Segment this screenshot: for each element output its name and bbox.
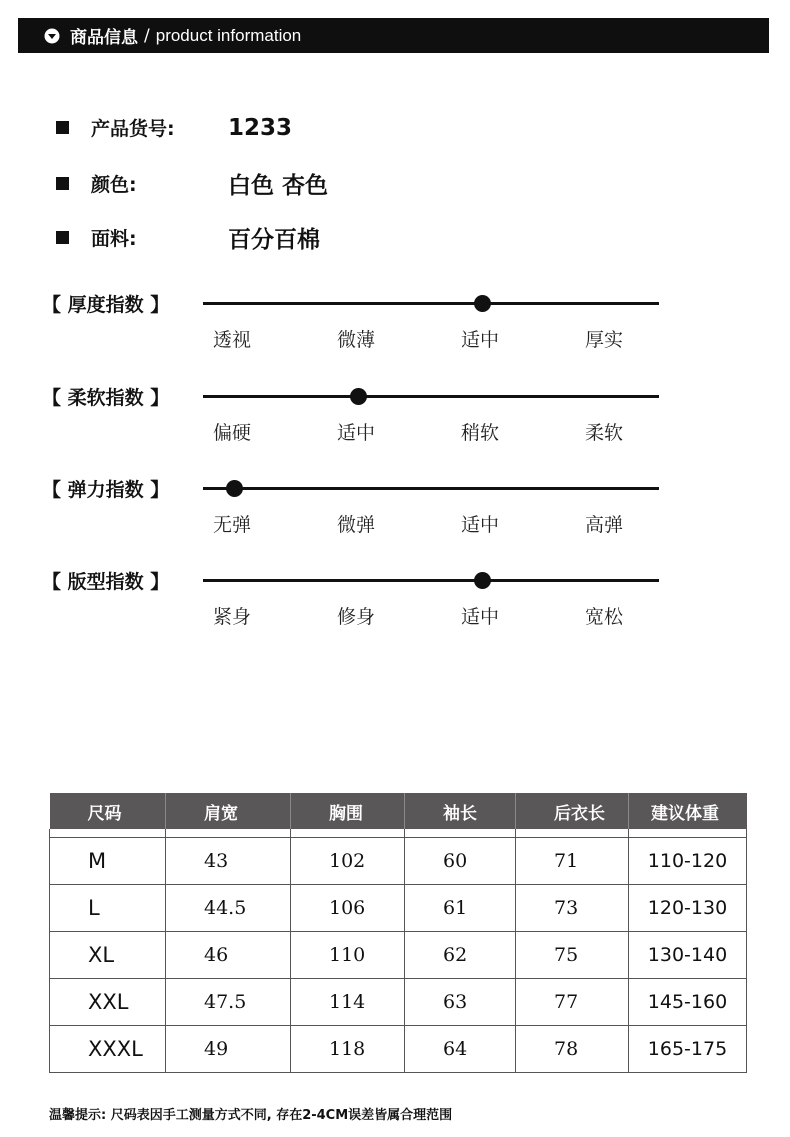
info-row-fabric — [56, 221, 320, 254]
table-cell: 49 — [166, 1026, 291, 1073]
header-title-cn: 商品信息 — [70, 28, 138, 48]
square-bullet-icon — [56, 231, 69, 244]
table-cell: 62 — [405, 932, 516, 979]
table-cell: 78 — [516, 1026, 629, 1073]
table-cell: 73 — [516, 885, 629, 932]
table-cell: 77 — [516, 979, 629, 1026]
index-scale-label: 紧身 — [213, 606, 252, 628]
index-title: 【 厚度指数 】 — [42, 294, 170, 316]
table-cell: 102 — [291, 838, 405, 885]
info-value: 百分百棉 — [228, 227, 320, 253]
index-scale-label: 微弹 — [337, 514, 376, 536]
index-scale-label: 稍软 — [461, 422, 500, 444]
table-cell: 145-160 — [629, 979, 747, 1026]
size-table — [49, 793, 747, 1073]
header-title-en: product information — [155, 25, 302, 45]
table-cell: 60 — [405, 838, 516, 885]
table-row — [50, 932, 747, 979]
index-scale-label: 适中 — [337, 422, 376, 444]
table-cell: 71 — [516, 838, 629, 885]
index-title: 【 弹力指数 】 — [42, 479, 170, 501]
info-row-item-number — [56, 114, 292, 141]
chevron-down-icon — [44, 28, 60, 44]
table-cell: 44.5 — [166, 885, 291, 932]
table-cell: 46 — [166, 932, 291, 979]
size-cell: L — [50, 885, 166, 932]
table-row — [50, 1026, 747, 1073]
table-header-cell: 胸围 — [291, 793, 405, 829]
index-scale-line — [203, 302, 659, 305]
table-header-cell: 袖长 — [405, 793, 516, 829]
table-cell: 165-175 — [629, 1026, 747, 1073]
index-marker-dot — [350, 388, 367, 405]
size-note: 温馨提示: 尺码表因手工测量方式不同, 存在2-4CM误差皆属合理范围 — [49, 1108, 453, 1123]
info-value: 1233 — [228, 114, 293, 141]
index-marker-dot — [474, 572, 491, 589]
info-label: 产品货号: — [91, 118, 175, 140]
table-cell: 47.5 — [166, 979, 291, 1026]
table-header-cell: 尺码 — [50, 793, 166, 829]
square-bullet-icon — [56, 121, 69, 134]
index-scale-line — [203, 487, 659, 490]
index-scale-label: 柔软 — [585, 422, 624, 444]
table-cell: 75 — [516, 932, 629, 979]
index-scale-label: 适中 — [461, 329, 500, 351]
info-value: 白色 杏色 — [228, 173, 329, 199]
index-title: 【 柔软指数 】 — [42, 387, 170, 409]
size-cell: XL — [50, 932, 166, 979]
table-cell: 120-130 — [629, 885, 747, 932]
index-scale-label: 厚实 — [585, 329, 624, 351]
index-scale-label: 透视 — [213, 329, 252, 351]
index-title: 【 版型指数 】 — [42, 571, 170, 593]
table-row — [50, 838, 747, 885]
index-marker-dot — [474, 295, 491, 312]
index-scale-label: 适中 — [461, 606, 500, 628]
table-cell: 63 — [405, 979, 516, 1026]
index-scale-line — [203, 579, 659, 582]
index-scale-label: 无弹 — [213, 514, 252, 536]
index-scale-label: 修身 — [337, 606, 376, 628]
table-header-cell: 肩宽 — [166, 793, 291, 829]
index-scale-label: 偏硬 — [213, 422, 252, 444]
table-header-cell: 建议体重 — [629, 793, 747, 829]
size-table-header — [50, 793, 747, 829]
table-cell: 61 — [405, 885, 516, 932]
table-cell: 130-140 — [629, 932, 747, 979]
table-cell: 110 — [291, 932, 405, 979]
table-header-cell: 后衣长 — [516, 793, 629, 829]
info-label: 颜色: — [91, 174, 137, 196]
table-cell: 43 — [166, 838, 291, 885]
table-cell: 64 — [405, 1026, 516, 1073]
index-scale-line — [203, 395, 659, 398]
size-cell: M — [50, 838, 166, 885]
square-bullet-icon — [56, 177, 69, 190]
header-separator: / — [144, 25, 150, 46]
table-cell: 118 — [291, 1026, 405, 1073]
table-cell: 106 — [291, 885, 405, 932]
section-header — [18, 18, 769, 53]
info-row-color — [56, 167, 328, 200]
size-cell: XXXL — [50, 1026, 166, 1073]
table-row — [50, 885, 747, 932]
index-scale-label: 高弹 — [585, 514, 624, 536]
table-row — [50, 979, 747, 1026]
size-cell: XXL — [50, 979, 166, 1026]
index-scale-label: 宽松 — [585, 606, 624, 628]
index-scale-label: 微薄 — [337, 329, 376, 351]
table-cell: 114 — [291, 979, 405, 1026]
index-scale-label: 适中 — [461, 514, 500, 536]
index-marker-dot — [226, 480, 243, 497]
info-label: 面料: — [91, 228, 137, 250]
table-cell: 110-120 — [629, 838, 747, 885]
